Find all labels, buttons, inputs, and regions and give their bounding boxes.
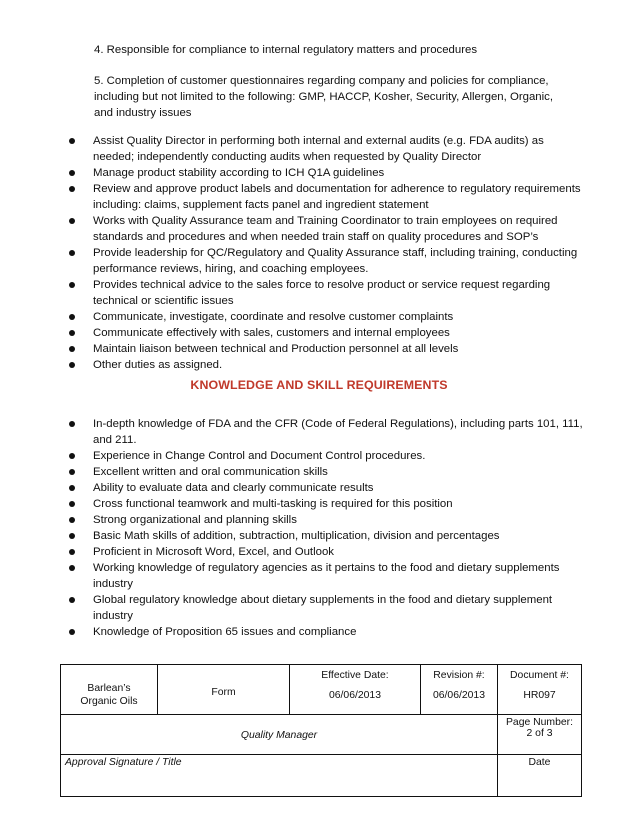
requirement-item bbox=[66, 512, 586, 528]
duty-item bbox=[66, 213, 586, 245]
bullet-icon bbox=[69, 218, 75, 224]
duty-item-text: Other duties as assigned. bbox=[93, 359, 223, 371]
requirement-item-text: In-depth knowledge of FDA and the CFR (Code of Federal Regulations), including parts 101, 111, and 211. bbox=[93, 418, 583, 446]
bullet-icon bbox=[69, 170, 75, 176]
duty-item bbox=[66, 181, 586, 213]
requirement-item-text: Global regulatory knowledge about dietary supplements in the food and dietary supplement industry bbox=[93, 594, 553, 622]
numbered-item-4: 4. Responsible for compliance to internal regulatory matters and procedures bbox=[94, 44, 478, 56]
bullet-icon bbox=[69, 453, 75, 459]
duty-item-text: Provides technical advice to the sales force to resolve product or service request regarding technical or scientific issues bbox=[93, 279, 551, 307]
bullet-icon bbox=[69, 421, 75, 427]
bullet-icon bbox=[69, 282, 75, 288]
duty-item-text: Communicate effectively with sales, customers and internal employees bbox=[93, 327, 450, 339]
company-name: Barlean’s Organic Oils bbox=[80, 683, 138, 707]
duty-item bbox=[66, 165, 586, 181]
document-number-cell bbox=[498, 665, 582, 715]
duty-item-text: Manage product stability according to ICH Q1A guidelines bbox=[93, 167, 385, 179]
role-cell bbox=[61, 715, 498, 755]
duty-item-text: Provide leadership for QC/Regulatory and Quality Assurance staff, including training, conducting performance reviews, hiring, and coaching employees. bbox=[93, 247, 578, 275]
page-number-cell bbox=[498, 715, 582, 755]
duty-item bbox=[66, 245, 586, 277]
section-heading: KNOWLEDGE AND SKILL REQUIREMENTS bbox=[190, 378, 448, 392]
bullet-icon bbox=[69, 186, 75, 192]
form-label: Form bbox=[211, 687, 236, 698]
company-cell bbox=[61, 665, 158, 715]
revision-cell bbox=[421, 665, 498, 715]
role-title: Quality Manager bbox=[240, 730, 318, 741]
requirement-item bbox=[66, 528, 586, 544]
duty-item bbox=[66, 357, 586, 373]
date-cell bbox=[498, 755, 582, 797]
requirement-item bbox=[66, 416, 586, 448]
page-number-value: 2 of 3 bbox=[526, 728, 553, 739]
requirement-item bbox=[66, 592, 586, 624]
document-number-value: HR097 bbox=[523, 690, 556, 701]
form-cell bbox=[158, 665, 290, 715]
requirement-item-text: Basic Math skills of addition, subtraction, multiplication, division and percentages bbox=[93, 530, 500, 542]
bullet-icon bbox=[69, 549, 75, 555]
revision-value: 06/06/2013 bbox=[432, 690, 485, 701]
bullet-icon bbox=[69, 629, 75, 635]
requirement-item bbox=[66, 480, 586, 496]
duty-item-text: Communicate, investigate, coordinate and resolve customer complaints bbox=[93, 311, 454, 323]
bullet-icon bbox=[69, 597, 75, 603]
requirements-list bbox=[66, 416, 586, 640]
bullet-icon bbox=[69, 314, 75, 320]
duty-item-text: Review and approve product labels and documentation for adherence to regulatory requirements including: claims, supplement facts panel and ingredient statement bbox=[93, 183, 581, 211]
bullet-icon bbox=[69, 138, 75, 144]
requirement-item-text: Knowledge of Proposition 65 issues and compliance bbox=[93, 626, 357, 638]
bullet-icon bbox=[69, 362, 75, 368]
duty-item bbox=[66, 133, 586, 165]
requirement-item-text: Ability to evaluate data and clearly communicate results bbox=[93, 482, 374, 494]
duties-list bbox=[66, 133, 586, 373]
requirement-item-text: Working knowledge of regulatory agencies as it pertains to the food and dietary supplements industry bbox=[93, 562, 560, 590]
requirement-item-text: Excellent written and oral communication skills bbox=[93, 466, 328, 478]
effective-date-label: Effective Date: bbox=[321, 670, 389, 681]
date-label: Date bbox=[528, 757, 551, 768]
page-number-label: Page Number: bbox=[506, 717, 573, 728]
requirement-item-text: Experience in Change Control and Document Control procedures. bbox=[93, 450, 426, 462]
requirement-item bbox=[66, 496, 586, 512]
bullet-icon bbox=[69, 501, 75, 507]
document-number-label: Document #: bbox=[510, 670, 569, 681]
document-control-table bbox=[60, 664, 582, 797]
requirement-item-text: Strong organizational and planning skills bbox=[93, 514, 297, 526]
bullet-icon bbox=[69, 485, 75, 491]
duty-item-text: Assist Quality Director in performing both internal and external audits (e.g. FDA audits) as needed; independently conducting audits when requested by Quality Director bbox=[93, 135, 544, 163]
duty-item bbox=[66, 341, 586, 357]
requirement-item-text: Cross functional teamwork and multi-tasking is required for this position bbox=[93, 498, 453, 510]
approval-label: Approval Signature / Title bbox=[65, 757, 182, 768]
numbered-item-5: 5. Completion of customer questionnaires regarding company and policies for compliance, including but not limited to the following: GMP, HACCP, Kosher, Security, Allergen, Organic, and industry issues bbox=[94, 75, 554, 119]
bullet-icon bbox=[69, 565, 75, 571]
bullet-icon bbox=[69, 250, 75, 256]
requirement-item bbox=[66, 448, 586, 464]
bullet-icon bbox=[69, 533, 75, 539]
duty-item-text: Maintain liaison between technical and Production personnel at all levels bbox=[93, 343, 459, 355]
bullet-icon bbox=[69, 346, 75, 352]
approval-cell bbox=[61, 755, 498, 797]
requirement-item bbox=[66, 464, 586, 480]
effective-date-value: 06/06/2013 bbox=[328, 690, 381, 701]
duty-item bbox=[66, 277, 586, 309]
duty-item-text: Works with Quality Assurance team and Training Coordinator to train employees on required standards and procedures and when needed train staff on quality procedures and SOP’s bbox=[93, 215, 558, 243]
effective-date-cell bbox=[290, 665, 421, 715]
requirement-item-text: Proficient in Microsoft Word, Excel, and Outlook bbox=[93, 546, 334, 558]
requirement-item bbox=[66, 624, 586, 640]
duty-item bbox=[66, 309, 586, 325]
revision-label: Revision #: bbox=[433, 670, 485, 681]
requirement-item bbox=[66, 544, 586, 560]
duty-item bbox=[66, 325, 586, 341]
requirement-item bbox=[66, 560, 586, 592]
bullet-icon bbox=[69, 517, 75, 523]
bullet-icon bbox=[69, 469, 75, 475]
bullet-icon bbox=[69, 330, 75, 336]
